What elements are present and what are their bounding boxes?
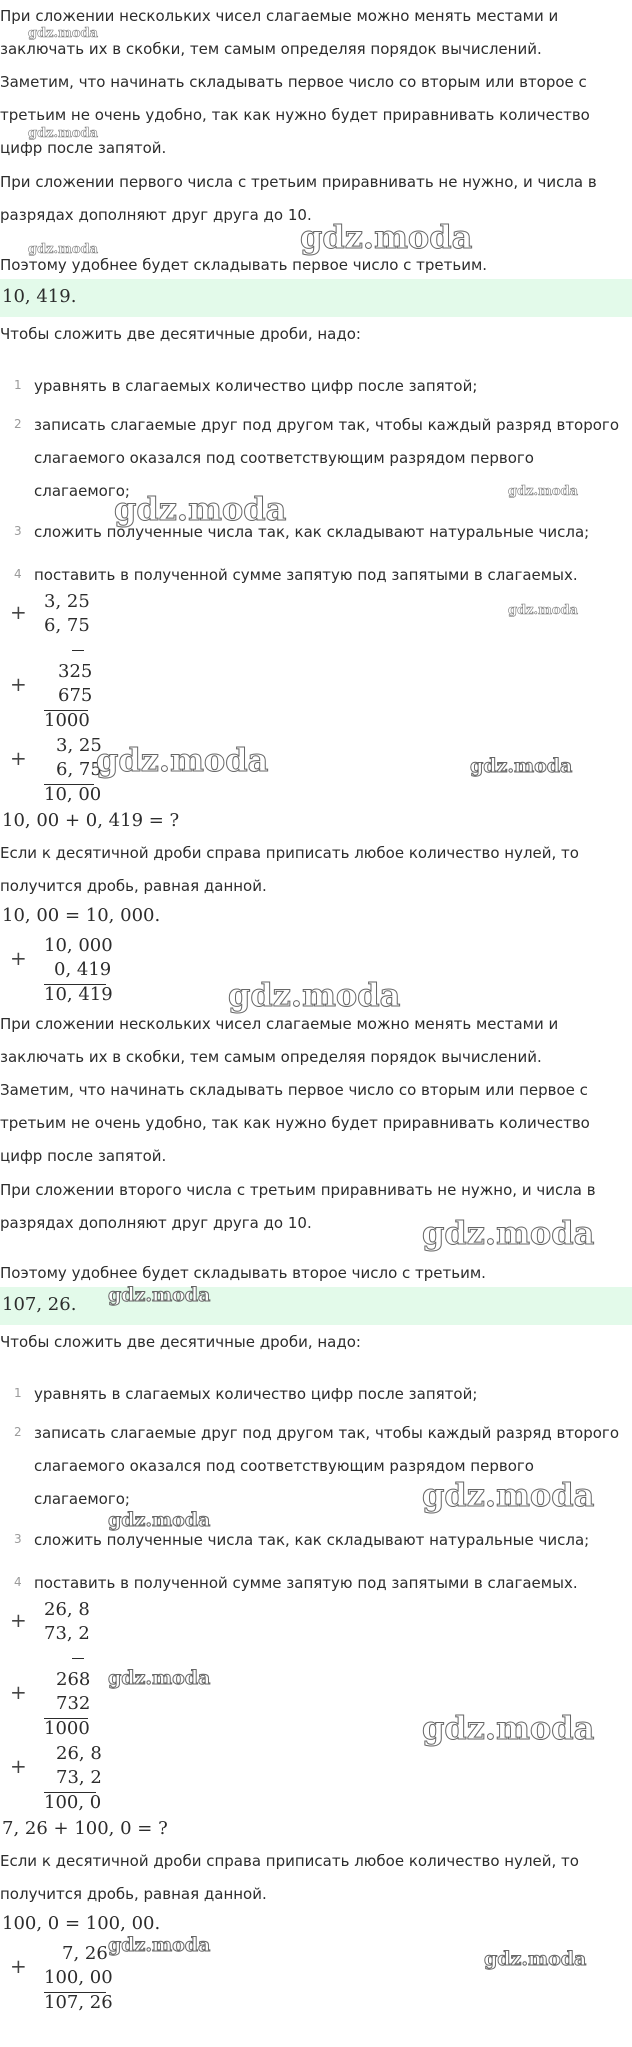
paragraph-intro-4: Поэтому удобнее будет складывать второе число с третьим.: [0, 1264, 486, 1282]
rule-intro: Чтобы сложить две десятичные дроби, надо:: [0, 325, 361, 343]
plus-sign: +: [10, 1754, 27, 1778]
paragraph-intro-3: При сложении второго числа с третьим приравнивать не нужно, и числа в разрядах дополняют друг друга до 10.: [0, 1181, 596, 1232]
watermark-logo: gdz.moda: [96, 741, 269, 779]
expression: 10, 00 + 0, 419 = ?: [2, 810, 180, 831]
sum: 1000: [44, 1718, 90, 1739]
answer-value: 10, 419.: [2, 286, 77, 307]
addend-1: 3, 25: [56, 735, 102, 756]
watermark-logo: gdz.moda: [508, 603, 579, 618]
answer-value: 107, 26.: [2, 1294, 77, 1315]
answer-box: [0, 1287, 632, 1325]
addend-2: 675: [58, 685, 93, 706]
watermark-logo: gdz.moda: [108, 1667, 211, 1689]
addend-1: 10, 000: [44, 935, 113, 956]
watermark-logo: gdz.moda: [422, 1476, 595, 1514]
watermark-logo: gdz.moda: [28, 26, 99, 41]
addend-1: 26, 8: [56, 1743, 102, 1764]
addend-2: 6, 75: [56, 759, 102, 780]
plus-sign: +: [10, 1680, 27, 1704]
addend-2: 0, 419: [54, 959, 112, 980]
list-item-number: 2: [14, 417, 22, 431]
list-item-text: сложить полученные числа так, как складывают натуральные числа;: [34, 1531, 590, 1549]
watermark-logo: gdz.moda: [114, 490, 287, 528]
sum: 1000: [44, 710, 90, 731]
watermark-logo: gdz.moda: [508, 484, 579, 499]
addend-2: 6, 75: [44, 615, 90, 636]
list-item-text: уравнять в слагаемых количество цифр после запятой;: [34, 377, 478, 395]
watermark-logo: gdz.moda: [108, 1934, 211, 1956]
expression: 7, 26 + 100, 0 = ?: [2, 1818, 168, 1839]
paragraph-intro-2: Заметим, что начинать складывать первое число со вторым или первое с третьим не очень удобно, так как нужно будет приравнивать количество цифр после запятой.: [0, 1081, 590, 1165]
list-item-number: 1: [14, 1386, 22, 1400]
addend-1: 325: [58, 661, 93, 682]
watermark-logo: gdz.moda: [28, 126, 99, 141]
list-item-text: записать слагаемые друг под другом так, чтобы каждый разряд второго слагаемого оказался под соответствующим разрядом первого слагаемого;: [34, 416, 619, 500]
list-item-text: поставить в полученной сумме запятую под запятыми в слагаемых.: [34, 566, 578, 584]
list-item-number: 3: [14, 1532, 22, 1546]
plus-sign: +: [10, 946, 27, 970]
list-item-number: 3: [14, 524, 22, 538]
list-item-number: 4: [14, 1575, 22, 1589]
watermark-logo: gdz.moda: [422, 1214, 595, 1252]
watermark-logo: gdz.moda: [422, 1709, 595, 1747]
list-item-text: уравнять в слагаемых количество цифр после запятой;: [34, 1385, 478, 1403]
plus-sign: +: [10, 1608, 27, 1632]
equality: 10, 00 = 10, 000.: [2, 905, 161, 926]
plus-sign: +: [10, 600, 27, 624]
paragraph-intro-4: Поэтому удобнее будет складывать первое число с третьим.: [0, 256, 488, 274]
list-item-number: 2: [14, 1425, 22, 1439]
list-item-text: сложить полученные числа так, как складывают натуральные числа;: [34, 523, 590, 541]
list-item-text: записать слагаемые друг под другом так, чтобы каждый разряд второго слагаемого оказался под соответствующим разрядом первого слагаемого;: [34, 1424, 619, 1508]
paragraph-intro-3: При сложении первого числа с третьим приравнивать не нужно, и числа в разрядах дополняют друг друга до 10.: [0, 173, 597, 224]
watermark-logo: gdz.moda: [300, 218, 473, 256]
plus-sign: +: [10, 1954, 27, 1978]
paragraph-intro-1: При сложении нескольких чисел слагаемые можно менять местами и заключать их в скобки, тем самым определяя порядок вычислений.: [0, 7, 559, 58]
zeros-rule: Если к десятичной дроби справа приписать любое количество нулей, то получится дробь, равная данной.: [0, 1852, 579, 1903]
addend-2: 732: [56, 1693, 91, 1714]
addend-2: 73, 2: [56, 1767, 102, 1788]
plus-sign: +: [10, 672, 27, 696]
sum: 100, 0: [44, 1792, 102, 1813]
list-item-text: поставить в полученной сумме запятую под запятыми в слагаемых.: [34, 1574, 578, 1592]
watermark-logo: gdz.moda: [28, 242, 99, 257]
dash-mark: [72, 650, 84, 651]
watermark-logo: gdz.moda: [108, 1509, 211, 1531]
sum: 10, 00: [44, 784, 102, 805]
watermark-logo: gdz.moda: [470, 755, 573, 777]
addend-1: 3, 25: [44, 591, 90, 612]
paragraph-intro-1: При сложении нескольких чисел слагаемые можно менять местами и заключать их в скобки, тем самым определяя порядок вычислений.: [0, 1015, 559, 1066]
watermark-logo: gdz.moda: [108, 1284, 211, 1306]
sum: 10, 419: [44, 984, 113, 1005]
paragraph-intro-2: Заметим, что начинать складывать первое число со вторым или второе с третьим не очень удобно, так как нужно будет приравнивать количество цифр после запятой.: [0, 73, 590, 157]
equality: 100, 0 = 100, 00.: [2, 1913, 161, 1934]
addend-1: 26, 8: [44, 1599, 90, 1620]
zeros-rule: Если к десятичной дроби справа приписать любое количество нулей, то получится дробь, равная данной.: [0, 844, 579, 895]
list-item-number: 4: [14, 567, 22, 581]
addend-1: 268: [56, 1669, 91, 1690]
list-item-number: 1: [14, 378, 22, 392]
rule-intro: Чтобы сложить две десятичные дроби, надо:: [0, 1333, 361, 1351]
plus-sign: +: [10, 746, 27, 770]
watermark-logo: gdz.moda: [228, 976, 401, 1014]
dash-mark: [72, 1658, 84, 1659]
watermark-logo: gdz.moda: [484, 1948, 587, 1970]
addend-2: 100, 00: [44, 1967, 113, 1988]
sum: 107, 26: [44, 1992, 113, 2013]
answer-box: [0, 279, 632, 317]
addend-2: 73, 2: [44, 1623, 90, 1644]
addend-1: 7, 26: [62, 1943, 108, 1964]
